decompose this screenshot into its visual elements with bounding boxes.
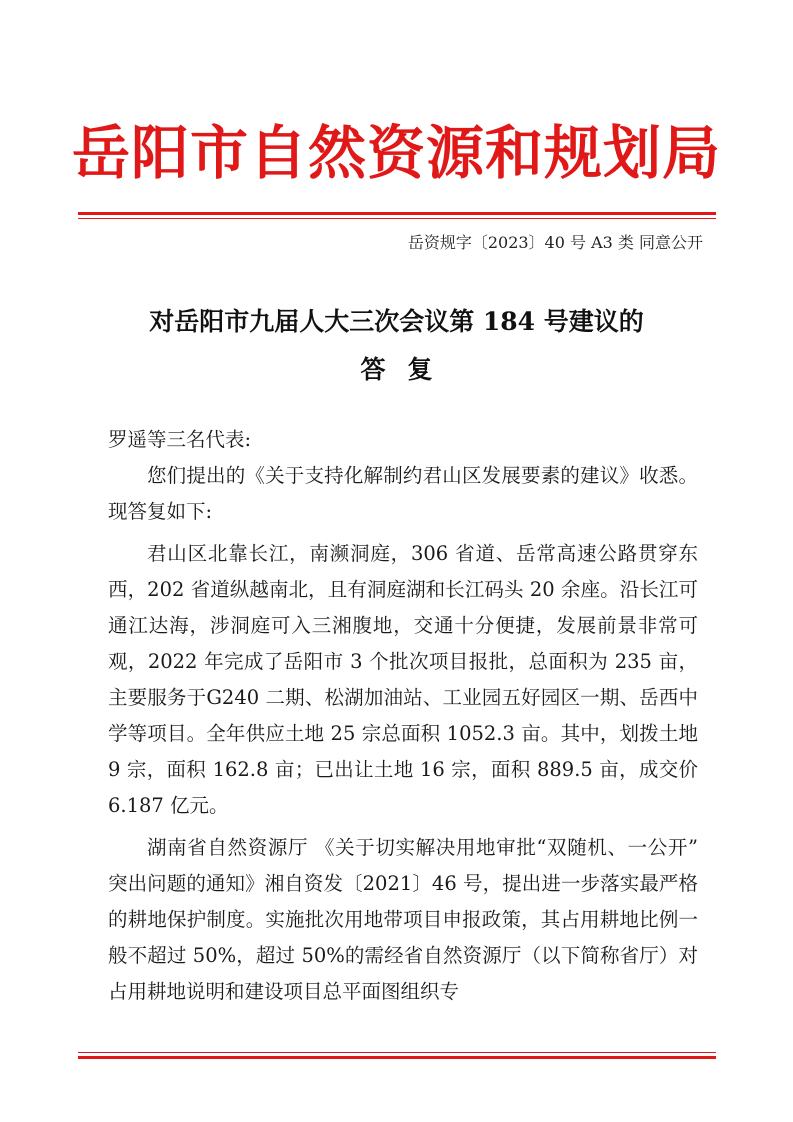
header-red-rule-thin — [78, 218, 716, 219]
document-title: 对岳阳市九届人大三次会议第 184 号建议的 — [149, 307, 644, 336]
body-paragraph: 湖南省自然资源厅 《关于切实解决用地审批“双随机、一公开” 突出问题的通知》湘自资发〔2021〕46 号，提出进一步落实最严格的耕地保护制度。实施批次用地带项目申报政策，其占用耕地比例一般不超过 50%，超过 50%的需经省自然资源厅（以下简称省厅）对占用耕地说明和建设项目总平面图组织专 — [108, 836, 698, 1003]
document-body — [108, 422, 698, 1010]
document-title-reply: 答复 — [360, 355, 455, 384]
footer-red-rule — [78, 1056, 716, 1059]
document-number: 岳资规字〔2023〕40 号 A3 类 同意公开 — [407, 233, 703, 252]
issuing-organization-header: 岳阳市自然资源和规划局 — [71, 119, 721, 187]
body-paragraph: 君山区北靠长江，南濒洞庭，306 省道、岳常高速公路贯穿东西，202 省道纵越南北，且有洞庭湖和长江码头 20 余座。沿长江可通江达海，涉洞庭可入三湘腹地，交通十分便捷，发展前景非常可观，2022 年完成了岳阳市 3 个批次项目报批，总面积为 235 亩，主要服务于G240 二期、松湖加油站、工业园五好园区一期、岳西中学等项目。全年供应土地 25 宗总面积 1052.3 亩。其中，划拨土地 9 宗，面积 162.8 亩；已出让土地 16 宗，面积 889.5 亩，成交价 6.187 亿元。 — [108, 542, 698, 817]
body-paragraph: 您们提出的《关于支持化解制约君山区发展要素的建议》收悉。现答复如下: — [108, 464, 698, 523]
footer-red-rule-thin — [78, 1052, 716, 1053]
salutation: 罗遥等三名代表: — [108, 428, 252, 451]
header-red-rule — [78, 212, 716, 215]
